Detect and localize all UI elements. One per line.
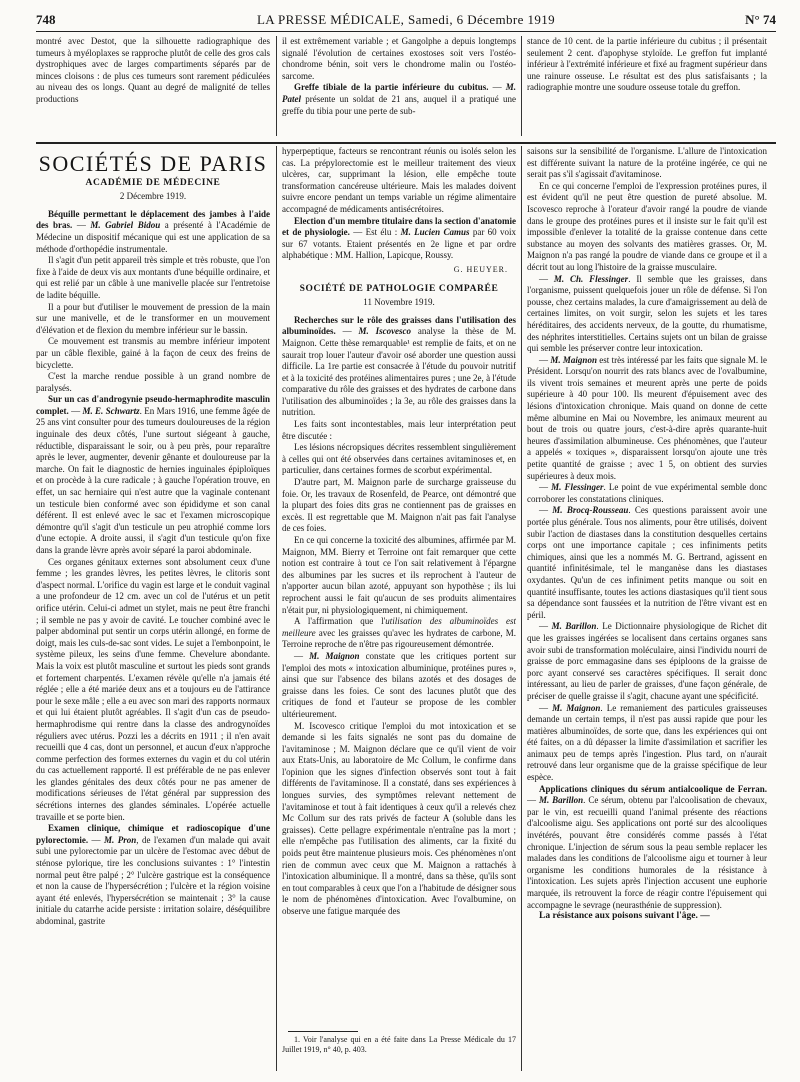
paragraph: M. Iscovesco critique l'emploi du mot intoxication et se demande si les faits signalés ne sont pas du domaine de l'avitaminose ; M. Maignon déclare que ce qu'il vient de voir aux Etats-Unis, au laboratoire de Mc Collum, le confirme dans l'opinion que les signes d'infection observés sont tout à fait différents de l'avitaminose. Il a constaté, dans ses expériences à longues survies, des symptômes relevant nettement de l'avitaminose et tout à fait identiques à ceux qu'il a relevés chez Mc Collum sur des rats privés de facteur A (soluble dans les graisses). Cette pellagre expérimentale n'entraîne pas la mort ; elle n'empêche pas l'utilisation des aliments, car la fixité du poids peut être maintenue plusieurs mois. Ces phénomènes n'ont rien de commun avec ceux que M. Maignon a rattachés à l'intoxication albuminique. Il a montré, dans sa thèse, qu'ils sont en tout comparables à ceux que l'on a l'habitude de désigner sous le nom de phénomènes d'intoxication. Avec l'ovalbumine, on observe une fatigue marquée des bbox=[282, 720, 516, 916]
text: par 60 voix sur 67 votants. Etaient présentés en 2e ligne et par ordre alphabétique : MM. Hallion, Lapicque, Roussy. bbox=[282, 227, 516, 261]
session-date: 11 Novembre 1919. bbox=[363, 297, 435, 308]
paragraph: — M. Ch. Flessinger. Il semble que les graisses, dans l'organisme, puissent quelquefois jouer un rôle de défense. Si l'on pousse, chez certains malades, la cure d'amaigrissement au delà de certaines limites, on voit surgir, selon les sujets et les tares héréditaires, des accidents nerveux, de la goutte, du rhumatisme, des néphrites interstitielles. Certains sujets ont un bilan de graisse qui semble les préserver contre leur intoxication. bbox=[527, 273, 767, 354]
page-number: 748 bbox=[36, 12, 56, 27]
section-heading: SOCIÉTÉS DE PARIS bbox=[38, 151, 268, 176]
article-heading: Recherches sur le rôle des graisses dans l'utilisation des albuminoïdes. bbox=[282, 314, 516, 337]
paragraph: — M. Maignon est très intéressé par les faits que signale M. le Président. Lorsqu'on nourrit des rats blancs avec de l'ovalbumine, ils vivent trois semaines et meurent après une perte de poids supérieure à 40 pour 100. Ils meurent d'épuisement avec des lésions d'intoxication chronique. Mais quand on donne de cette même albumine en Mai ou Novembre, les animaux meurent au bout de trois ou quatre jours, c'est-à-dire après quarante-huit heures d'assimilation albumineuse. Ces phénomènes, que l'auteur a appelés « toxiques », disparaissent lorsqu'on ajoute une très petite quantité de graisse ; avec 1 5, on obtient des survies supérieures à deux mois. bbox=[527, 354, 767, 481]
header-rule bbox=[36, 31, 776, 32]
session-date: 2 Décembre 1919. bbox=[119, 191, 187, 202]
text: est très intéressé par les faits que signale M. le Président. Lorsqu'on nourrit des rats blancs avec de l'ovalbumine, ils vivent trois semaines et meurent après une perte de poids supérieure à 40 pour 100. Ils meurent d'épuisement avec des lésions d'intoxication chronique. Mais quand on donne de cette même albumine en Mai ou Novembre, les animaux meurent au bout de trois ou quatre jours, c'est-à-dire après quarante-huit heures d'assimilation albumineuse. Ces phénomènes, que l'auteur a appelés « toxiques », disparaissent lorsqu'on ajoute une très petite quantité de graisse ; avec 1 5, on obtient des survies supérieures à deux mois. bbox=[527, 354, 767, 481]
column-divider bbox=[521, 146, 522, 1071]
column-divider bbox=[276, 36, 277, 136]
page-header bbox=[36, 14, 776, 36]
author: M. Pron bbox=[104, 834, 137, 845]
paragraph: stance de 10 cent. de la partie inférieure du cubitus ; il présentait seulement 2 cent. d'apophyse styloïde. Le greffon fut implanté inférieur à l'extrémité inférieure et fixé au fragment supérieur dans une rainure osseuse. Le résultat est des plus satisfaisants ; la radiographie montre une soudure osseuse totale du greffon. bbox=[527, 36, 767, 93]
paragraph: — M. Maignon constate que les critiques portent sur l'emploi des mots « intoxication albuminique, protéines pures », ainsi que sur l'absence des bilans azotés et des dosages de graisse dans les foies. Ce sont des lacunes plutôt que des critiques de fond et l'auteur se propose de les combler ultérieurement. bbox=[282, 650, 516, 719]
text: . Le Dictionnaire physiologique de Richet dit que les graisses ingérées se localisent dans certains organes sans avoir subi de transformation moléculaire, ainsi l'individu nourri de graisse de porc emmagasine dans ses épiploons de la graisse de porc ayant conservé ses caractères spécifiques. Il serait donc intéressant, au lieu de parler de graisses, d'une façon générale, de préciser de quelle graisse il s'agit, chacune ayant une spécificité. bbox=[527, 621, 767, 701]
text: a présenté à l'Académie de Médecine un dispositif mécanique qui est une application de sa méthode d'orthopédie instrumentale. bbox=[36, 220, 270, 254]
paragraph: hyperpeptique, facteurs se rencontrant réunis ou isolés selon les cas. La prépylorectomie est le meilleur traitement des vieux ulcères, car, supprimant la lésion, elle empêche toute transformation cancéreuse ultérieure. Mais les malades doivent suivre encore pendant un temps variable un régime alimentaire accompagné de médicaments antisécrétoires. bbox=[282, 146, 516, 214]
middle-column bbox=[282, 146, 516, 1071]
paragraph: Les lésions nécropsiques décrites ressemblent singulièrement à celles qui ont été observées dans certaines avitaminoses et, en particulier, dans certaines formes de scorbut expérimental. bbox=[282, 442, 516, 476]
paragraph: C'est la marche rendue possible à un grand nombre de paralysés. bbox=[36, 371, 270, 393]
article-heading: Sur un cas d'androgynie pseudo-hermaphrodite masculin complet. bbox=[36, 394, 270, 416]
paragraph: Il s'agit d'un petit appareil très simple et très robuste, que l'on fixe à l'aide de deux vis aux montants d'une béquille ordinaire, et qui est relié par un câble à une manivelle placée sur l'entretoise de ladite béquille. bbox=[36, 255, 270, 300]
paragraph: Examen clinique, chimique et radioscopique d'une pylorectomie. — M. Pron, de l'examen d'un malade qui avait subi une pylorectomie par un ulcère de l'estomac avec début de sténose pylorique, tire les conclusions suivantes : 1° l'intestin normal peut être palpé ; 2° l'ulcère gastrique est la conséquence et non la cause de l'hypersécrétion ; l'ulcère et la région voisine ayant été enlevés, l'hypersécrétion se maintenait ; 3° la cause initiale du catarrhe acide persiste : irritation solaire, déséquilibre abdominal, gastrite bbox=[36, 823, 270, 926]
italic-text: utilisation des albuminoïdes est meilleure bbox=[282, 616, 516, 638]
text: . Ce sérum, obtenu par l'alcoolisation de chevaux, par le vin, est recueilli quand l'animal présente des réactions d'alcoolisme aigu. Ses applications ont porté sur des alcooliques invétérés, pouvant être considérés comme passés à l'état chronique. L'injection de sérum sous la peau semble replacer les malades dans les conditions de l'alcoolisme aigu et tourner à leur organisme les conditions humorales de la résistance à l'intoxication. Les sujets après l'injection accusent une euphorie marquée, ils retrouvent la force de réagir contre l'épuisement qui accompagne le sevrage (neurasthénie de suppression). bbox=[527, 795, 767, 910]
column-divider bbox=[276, 146, 277, 1071]
author: M. Maignon bbox=[552, 702, 601, 713]
society-title: SOCIÉTÉ DE PATHOLOGIE COMPARÉE bbox=[299, 283, 499, 294]
paragraph: En ce qui concerne l'emploi de l'expression protéines pures, il est évident qu'il ne peut être question de pureté absolue. M. Iscovesco reproche à l'orateur d'avoir rangé la poudre de viande dans le groupe des protéines pures et il insiste sur le fait qu'il est impossible d'enlever la totalité de la graisse contenue dans cette substance au moyen des solvants des matières grasses. Or, M. Maignon n'a pas rangé la poudre de viande dans ce groupe et il a décrit tout au long l'histoire de la graisse musculaire. bbox=[527, 180, 767, 272]
footnote-rule bbox=[288, 1031, 358, 1032]
paragraph: Ce mouvement est transmis au membre inférieur impotent par un câble flexible, gainé à la façon de ceux des freins de bicyclette. bbox=[36, 336, 270, 370]
left-column bbox=[36, 146, 270, 1071]
paragraph bbox=[282, 216, 516, 262]
article-heading: La résistance aux poisons suivant l'âge. — bbox=[539, 911, 710, 922]
paragraph: Applications cliniques du sérum antialcoolique de Ferran. — M. Barillon. Ce sérum, obtenu par l'alcoolisation de chevaux, par le vin, est recueilli quand l'animal présente des réactions d'alcoolisme aigu. Ses applications ont porté sur des alcooliques invétérés, pouvant être considérés comme passés à l'état chronique. L'injection de sérum sous la peau semble replacer les malades dans les conditions de l'alcoolisme aigu et tourner à leur organisme les conditions humorales de la résistance à l'intoxication. Les sujets après l'injection accusent une euphorie marquée, ils retrouvent la force de réagir contre l'épuisement qui accompagne le sevrage (neurasthénie de suppression). bbox=[527, 783, 767, 910]
paragraph bbox=[282, 82, 516, 117]
paragraph: montré avec Destot, que la silhouette radiographique des tumeurs à myéloplaxes se rapproche plutôt de celle des gros cals dystrophiques avec de larges compartiments séparés par de minces cloisons : de plus ces tumeurs sont rarement pédiculées au niveau des os longs. Quant au degré de malignité de telles productions bbox=[36, 36, 270, 104]
author: M. Barillon bbox=[551, 621, 597, 632]
author: M. Barillon bbox=[538, 795, 584, 806]
author: M. Brocq-Rousseau bbox=[552, 505, 629, 516]
text: présente un soldat de 21 ans, auquel il a pratiqué une greffe du tibia pour une perte de sub- bbox=[282, 93, 516, 116]
author: M. Gabriel Bidou bbox=[90, 220, 161, 231]
section-rule bbox=[36, 142, 776, 144]
author: M. Flessinger bbox=[551, 482, 604, 493]
paragraph: En ce qui concerne la toxicité des albumines, affirmée par M. Maignon, MM. Bierry et Terroine ont fait remarquer que cette notion est contraire à tout ce l'on sait relativement à l'épargne des albumines par les sucres et ils reprochent à l'auteur de n'apporter aucun bilan azoté, appuyant son hypothèse ; ils lui reprochent aussi le fait qu'aucun de ses produits alimentaires n'était pur, ni physiologiquement, ni chimiquement. bbox=[282, 535, 516, 615]
paragraph: — M. Brocq-Rousseau. Ces questions paraissent avoir une portée plus générale. Tous nos aliments, pour être utilisés, doivent subir l'action de diastases dans la constitution desquelles certains corps ont une importance capitale ; ces infiniments petits chimiques, ainsi que les a nommés M. G. Bertrand, agissent en quantité infinitésimale, tel le manganèse dans les diastases oxydantes. Qu'un de ces infiniment petits manque ou soit en quantité insuffisante, toutes les actions diastasiques qu'il tient sous sa dépendance sont faussées et la nutrition de l'être vivant est en péril. bbox=[527, 505, 767, 620]
paragraph bbox=[282, 616, 516, 651]
paragraph: Il a pour but d'utiliser le mouvement de pression de la main sur une manivelle, et de le transformer en un mouvement d'élévation et de flexion du membre inférieur sur le bassin. bbox=[36, 301, 270, 335]
paragraph: — M. Barillon. Le Dictionnaire physiologique de Richet dit que les graisses ingérées se localisent dans certains organes sans avoir subi de transformation moléculaire, ainsi l'individu nourri de graisse de porc emmagasine dans ses épiploons de la graisse de porc ayant conservé ses caractères spécifiques. Il serait donc intéressant, au lieu de parler de graisses, d'une façon générale, de préciser de quelle graisse il s'agit, chacune ayant une spécificité. bbox=[527, 621, 767, 701]
paragraph: Recherches sur le rôle des graisses dans l'utilisation des albuminoïdes. — M. Iscovesco analyse la thèse de M. Maignon. Cette thèse remarquable¹ est remplie de faits, et on ne saurait trop louer l'auteur d'avoir osé aborder une question aussi difficile. La 1re partie est consacrée à l'étude du pouvoir nutritif et à la toxicité des protéines alimentaires pures ; une 2e, à l'étude comparative du rôle des graisses et des hydrates de carbone dans l'utilisation des albuminoïdes ; la 3e, au rôle des graisses dans la nutrition. bbox=[282, 314, 516, 418]
top-column-2 bbox=[282, 36, 516, 140]
issue-number: N° 74 bbox=[745, 12, 776, 27]
article-heading: Applications cliniques du sérum antialcoolique de Ferran. bbox=[539, 783, 767, 794]
article-heading: Election d'un membre titulaire dans la section d'anatomie et de physiologie. bbox=[282, 215, 516, 238]
text: — Est élu : bbox=[349, 227, 401, 238]
top-column-3 bbox=[527, 36, 767, 140]
footnote bbox=[282, 1035, 516, 1071]
paragraph: D'autre part, M. Maignon parle de surcharge graisseuse du foie. Or, les travaux de Rosenfeld, de Pearce, ont démontré que la plupart des foies dits gras ne contiennent pas de graisses en excès. Il est regrettable que M. Maignon n'ait pas fait l'analyse de ces foies. bbox=[282, 477, 516, 534]
right-column bbox=[527, 146, 767, 1071]
paragraph: Béquille permettant le déplacement des jambes à l'aide des bras. — M. Gabriel Bidou a présenté à l'Académie de Médecine un dispositif mécanique qui est une application de sa méthode d'orthopédie instrumentale. bbox=[36, 208, 270, 254]
top-column-1 bbox=[36, 36, 270, 140]
article-heading: Examen clinique, chimique et radioscopique d'une pylorectomie. bbox=[36, 823, 270, 845]
text: analyse la thèse de M. Maignon. Cette thèse remarquable¹ est remplie de faits, et on ne saurait trop louer l'auteur d'avoir osé aborder une question aussi difficile. La 1re partie est consacrée à l'étude du pouvoir nutritif et à la toxicité des protéines alimentaires pures ; une 2e, à l'étude comparative du rôle des graisses et des hydrates de carbone dans l'utilisation des albuminoïdes ; la 3e, au rôle des graisses dans la nutrition. bbox=[282, 326, 516, 418]
paragraph: Ces organes génitaux externes sont absolument ceux d'une femme ; les grandes lèvres, les petites lèvres, le clitoris sont d'aspect normal. L'orifice du vagin est large et le conduit vaginal a une profondeur de 12 cm. avec un col de l'utérus et un petit orifice utérin. Celui-ci admet un stylet, mais ne peut être franchi ; il semble ne pas y avoir de cavité. Le toucher combiné avec le palper abdominal put sentir un corps utérin allongé, en forme de doigt, mais les culs-de-sac sont vides. Le sujet a l'embonpoint, le système pileux, les seins d'une femme. Chevelure abondante. Mais la voix est plutôt masculine et surtout les pieds sont grands et fortement charpentés. L'examen révèle qu'elle n'a jamais été réglée ; elle a été mariée deux ans et a toujours eu de l'attirance pour le sexe mâle ; elle a eu avec son mari des rapports normaux et qui lui étaient plutôt agréables. Il s'agit d'un cas de pseudo-hermaphrodisme qui rentre dans la classe des androgynoïdes réguliers avec utérus. Pozzi les a décrits en 1911 ; il n'en avait recueilli que 4 cas, dont un personnel, et aucun d'eux n'approche comme perfection des formes externes du vagin et du col utérin du cas actuellement rapporté. Il est préférable de ne pas enlever les glandes génitales des deux côtés pour ne pas amener de modifications sérieuses de l'état général par suppression des sécrétions internes des glandes séminales. L'opérée actuelle travaille et se porte bien. bbox=[36, 556, 270, 822]
paragraph: — M. Maignon. Le remaniement des particules graisseuses demande un certain temps, il n'est pas aussi rapide que pour les matières albuminoïdes, de sorte que, dans les expériences qui ont été faites, on a dû dépasser la limite d'assimilation et sacrifier les animaux peu de temps après l'ingestion. Plus tard, on n'aurait retrouvé dans leur organisme que de la graisse spécifique de leur espèce. bbox=[527, 702, 767, 783]
article-heading: Greffe tibiale de la partie inférieure du cubitus. bbox=[294, 82, 489, 93]
journal-title: LA PRESSE MÉDICALE, Samedi, 6 Décembre 1919 bbox=[256, 12, 556, 27]
author: M. Iscovesco bbox=[358, 326, 412, 337]
text: . En Mars 1916, une femme âgée de 25 ans vint consulter pour des tumeurs douloureuses de la région inguinale des deux côtés, l'une surtout siégeant à gauche, réductible, disparaissant le soir, ou à peu près, pour reparaître après le lever, augmenter, devenir gênante et douloureuse par la marche. On fait le diagnostic de hernies inguinales épiploïques et on procède à la cure radicale ; à gauche l'opération trouve, en effet, un sac herniaire qui n'est autre que la vaginale contenant un testicule bien conformé avec son épididyme et son canal déférent. Il est enlevé avec le sac et l'examen microscopique démontre qu'il s'agit d'un testicule un peu atrophié comme lors d'une ectopie. A droite aussi, il s'agit d'un testicule qu'on fixe dans la grande lèvre après avoir séparé la paroi abdominale. bbox=[36, 405, 270, 555]
text: . Ces questions paraissent avoir une portée plus générale. Tous nos aliments, pour être utilisés, doivent subir l'action de diastases dans la constitution desquelles certains corps ont une importance capitale ; ces infiniments petits chimiques, ainsi que les a nommés M. G. Bertrand, agissent en quantité infinitésimale, tel le manganèse dans les diastases oxydantes. Qu'un de ces infiniment petits manque ou soit en quantité insuffisante, toutes les actions diastasiques qu'il tient sous sa dépendance sont faussées et la nutrition de l'être vivant est en péril. bbox=[527, 505, 767, 620]
text: . Le remaniement des particules graisseuses demande un certain temps, il n'est pas aussi rapide que pour les matières albuminoïdes, de sorte que, dans les expériences qui ont été faites, on a dû dépasser la limite d'assimilation et sacrifier les animaux peu de temps après l'ingestion. Plus tard, on n'aurait retrouvé dans leur organisme que de la graisse spécifique de leur espèce. bbox=[527, 702, 767, 783]
paragraph: saisons sur la sensibilité de l'organisme. L'allure de l'intoxication est différente suivant la nature de la protéine ingérée, ce qui ne serait pas s'il s'agissait d'avitaminose. bbox=[527, 146, 767, 180]
author: M. Maignon bbox=[550, 354, 597, 365]
text: avec les graisses qu'avec les hydrates de carbone, M. Terroine reproche de n'être pas rigoureusement démontrée. bbox=[282, 627, 516, 650]
author: M. Maignon bbox=[309, 650, 360, 661]
signature: G. HEUYER. bbox=[453, 264, 508, 274]
paragraph: — M. Flessinger. Le point de vue expérimental semble donc corroborer les constatations cliniques. bbox=[527, 482, 767, 504]
article-heading: Béquille permettant le déplacement des jambes à l'aide des bras. bbox=[36, 208, 270, 231]
text: , de l'examen d'un malade qui avait subi une pylorectomie par un ulcère de l'estomac avec début de sténose pylorique, tire les conclusions suivantes : 1° l'intestin normal peut être palpé ; 2° l'ulcère gastrique est la conséquence et non la cause de l'hypersécrétion ; l'ulcère et la région voisine ayant été enlevés, l'hypersécrétion se maintenait ; 3° la cause initiale du catarrhe acide persiste : irritation solaire, déséquilibre abdominal, gastrite bbox=[36, 834, 270, 926]
author: M. E. Schwartz bbox=[82, 405, 140, 416]
text: . Le point de vue expérimental semble donc corroborer les constatations cliniques. bbox=[527, 482, 767, 504]
text: A l'affirmation que l' bbox=[294, 616, 386, 627]
author: M. Lucien Camus bbox=[400, 227, 470, 238]
author: M. Patel bbox=[282, 82, 516, 104]
text: constate que les critiques portent sur l'emploi des mots « intoxication albuminique, protéines pures », ainsi que sur l'absence des bilans azotés et des dosages de graisse dans les foies. Ce sont des lacunes plutôt que des critiques de fond et l'auteur se propose de les combler ultérieurement. bbox=[282, 650, 516, 719]
dash: — bbox=[488, 82, 506, 93]
column-divider bbox=[521, 36, 522, 136]
text: . Il semble que les graisses, dans l'organisme, puissent quelquefois jouer un rôle de défense. Si l'on pousse, chez certains malades, la cure d'amaigrissement au delà de certaines limites, on voit surgir, selon les sujets et les tares héréditaires, des accidents nerveux, de la goutte, du rhumatisme, des néphrites interstitielles. Certains sujets ont un bilan de graisse qui semble les préserver contre leur intoxication. bbox=[527, 273, 767, 354]
society-title: ACADÉMIE DE MÉDECINE bbox=[85, 177, 221, 188]
paragraph: Sur un cas d'androgynie pseudo-hermaphrodite masculin complet. — M. E. Schwartz. En Mars 1916, une femme âgée de 25 ans vint consulter pour des tumeurs douloureuses de la région inguinale des deux côtés, l'une surtout siégeant à gauche, réductible, disparaissant le soir, ou à peu près, pour reparaître après le lever, augmenter, devenir gênante et douloureuse par la marche. On fait le diagnostic de hernies inguinales épiploïques et on procède à la cure radicale ; à gauche l'opération trouve, en effet, un sac herniaire qui n'est autre que la vaginale contenant un testicule bien conformé avec son épididyme et son canal déférent. Il est enlevé avec le sac et l'examen microscopique démontre qu'il s'agit d'un testicule un peu atrophié comme lors d'une ectopie. A droite aussi, il s'agit d'un testicule qu'on fixe dans la grande lèvre après avoir séparé la paroi abdominale. bbox=[36, 394, 270, 555]
footnote-text: 1. Voir l'analyse qui en a été faite dans La Presse Médicale du 17 Juillet 1919, n° 40, p. 403. bbox=[282, 1035, 516, 1054]
paragraph: Les faits sont incontestables, mais leur interprétation peut être discutée : bbox=[282, 419, 516, 441]
author: M. Ch. Flessinger bbox=[553, 273, 629, 284]
paragraph: il est extrêmement variable ; et Gangolphe a depuis longtemps signalé l'évolution de certaines exostoses soit vers l'ostéo-chondrome bénin, soit vers le chondrome malin ou l'ostéo-sarcome. bbox=[282, 36, 516, 81]
